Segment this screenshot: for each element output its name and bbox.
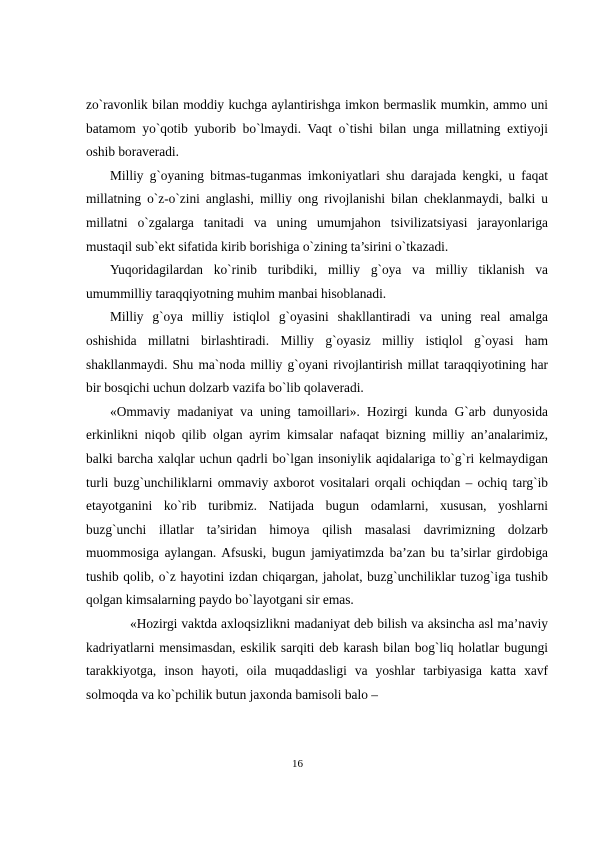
paragraph: «Ommaviy madaniyat va uning tamoillari». Hozirgi kunda G`arb dunyosida erkinlikni niqob qilib olgan ayrim kimsalar nafaqat bizning milliy an’analarimiz, balki barcha xalqlar uchun qadrli bo`lgan insoniylik aqidalariga to`g`ri kelmaydigan turli buzg`unchiliklarni ommaviy axborot vositalari orqali ochiqdan – ochiq targ`ib etayotganini ko`rib turibmiz. Natijada bugun odamlarni, xususan, yoshlarni buzg`unchi illatlar ta’siridan himoya qilish masalasi davrimizning dolzarb muommosiga aylangan. Afsuski, bugun jamiyatimzda ba’zan bu ta’sirlar girdobiga tushib qolib, o`z hayotini izdan chiqargan, jaholat, buzg`unchiliklar tuzog`iga tushib qolgan kimsalarning paydo bo`layotgani sir emas. bbox=[86, 403, 548, 608]
paragraph: «Hozirgi vaktda axloqsizlikni madaniyat deb bilish va aksincha asl ma’naviy kadriyatlarni mensimasdan, eskilik sarqiti deb karash bilan bog`liq holatlar bugungi tarakkiyotga, inson hayoti, oila muqaddasligi va yoshlar tarbiyasiga katta xavf solmoqda va ko`pchilik butun jaxonda bamisoli balo – bbox=[86, 616, 548, 702]
body-text bbox=[86, 93, 548, 706]
page-number: 16 bbox=[292, 758, 303, 770]
paragraph: Milliy g`oyaning bitmas-tuganmas imkoniyatlari shu darajada kengki, u faqat millatning o`z-o`zini anglashi, milliy ong rivojlanishi bilan cheklanmaydi, balki u millatni o`zgalarga tanitadi va uning umumjahon tsivilizatsiyasi jarayonlariga mustaqil sub`ekt sifatida kirib borishiga o`zining ta’sirini o`tkazadi. bbox=[86, 167, 548, 254]
paragraph: zo`ravonlik bilan moddiy kuchga aylantirishga imkon bermaslik mumkin, ammo uni batamom yo`qotib yuborib bo`lmaydi. Vaqt o`tishi bilan unga millatning extiyoji oshib boraveradi. bbox=[86, 97, 548, 160]
paragraph: Yuqoridagilardan ko`rinib turibdiki, milliy g`oya va milliy tiklanish va umummilliy taraqqiyotning muhim manbai hisoblanadi. bbox=[86, 262, 548, 301]
paragraph: Milliy g`oya milliy istiqlol g`oyasini shakllantiradi va uning real amalga oshishida millatni birlashtiradi. Milliy g`oyasiz milliy istiqlol g`oyasi ham shakllanmaydi. Shu ma`noda milliy g`oyani rivojlantirish millat taraqqiyotining har bir bosqichi uchun dolzarb vazifa bo`lib qolaveradi. bbox=[86, 309, 548, 396]
